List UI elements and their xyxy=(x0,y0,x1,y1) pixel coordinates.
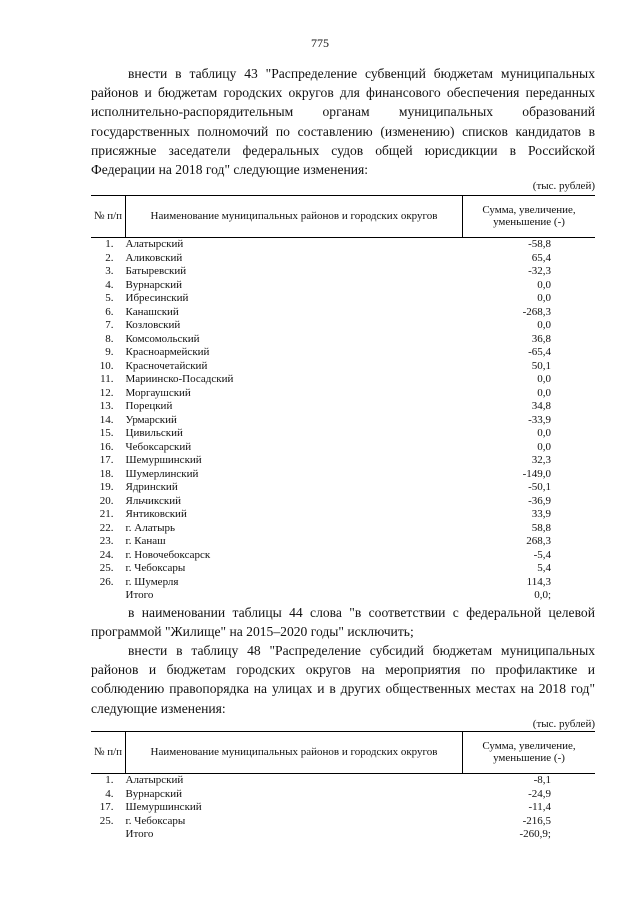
row-name: г. Канаш xyxy=(125,535,166,547)
row-number: 17. xyxy=(99,801,114,813)
row-amount: -149,0 xyxy=(522,467,551,480)
table-row xyxy=(91,373,595,387)
row-amount: 32,3 xyxy=(531,454,551,466)
row-name: г. Алатырь xyxy=(125,521,176,534)
row-name: Шумерлинский xyxy=(125,467,199,480)
row-name: Алатырский xyxy=(125,238,184,250)
row-number: 22. xyxy=(99,521,114,534)
row-number: 7. xyxy=(105,319,114,331)
row-amount: 33,9 xyxy=(531,508,551,520)
table-row xyxy=(91,522,595,536)
table-row xyxy=(91,815,595,829)
row-name: Козловский xyxy=(125,319,181,331)
table-row xyxy=(91,495,595,509)
row-amount: -24,9 xyxy=(528,787,551,800)
row-name: Мариинско-Посадский xyxy=(125,373,234,385)
row-number: 23. xyxy=(99,535,114,547)
row-name: Канашский xyxy=(125,305,179,318)
row-amount: 0,0 xyxy=(537,427,551,439)
table-row xyxy=(91,252,595,266)
row-number: 20. xyxy=(99,494,114,507)
row-number: 2. xyxy=(105,251,114,264)
row-amount: -36,9 xyxy=(528,494,551,507)
row-number: 6. xyxy=(105,305,114,318)
row-amount: 65,4 xyxy=(531,251,551,264)
row-name: Янтиковский xyxy=(125,508,187,520)
table-row xyxy=(91,346,595,360)
table-row xyxy=(91,549,595,563)
row-amount: -33,9 xyxy=(528,413,551,426)
row-amount: -5,4 xyxy=(533,548,551,561)
table-row xyxy=(91,508,595,522)
table-row xyxy=(91,441,595,455)
table-row xyxy=(91,292,595,306)
row-number: 3. xyxy=(105,265,114,277)
table-row xyxy=(91,535,595,549)
table-row xyxy=(91,265,595,279)
row-number: 13. xyxy=(99,400,114,412)
row-amount: 0,0 xyxy=(537,319,551,331)
row-number: 1. xyxy=(105,774,114,786)
row-name: Аликовский xyxy=(125,251,183,264)
page-number: 775 xyxy=(311,36,329,50)
table-row xyxy=(91,788,595,802)
row-amount: 268,3 xyxy=(526,535,551,547)
row-name: Чебоксарский xyxy=(125,440,192,453)
row-number: 5. xyxy=(105,292,114,304)
row-amount: 0,0 xyxy=(537,386,551,399)
row-number: 26. xyxy=(99,575,114,588)
table-row xyxy=(91,306,595,320)
row-number: 19. xyxy=(99,481,114,493)
row-number: 1. xyxy=(105,238,114,250)
paragraph-table-48: внести в таблицу 48 "Распределение субсидий бюджетам муниципальных районов и бюджетам городских округов на мероприятия по профилактике и соблюдению правопорядка на улицах и в других общественных местах на 2018 год" следующие изменения: xyxy=(91,643,595,716)
table-row xyxy=(91,387,595,401)
row-number: 12. xyxy=(99,386,114,399)
row-amount: 0,0 xyxy=(537,373,551,385)
row-amount: 5,4 xyxy=(537,562,551,574)
row-name: Батыревский xyxy=(125,265,187,277)
row-number: 10. xyxy=(99,359,114,372)
row-name: Комсомольский xyxy=(125,332,200,345)
header-num: № п/п xyxy=(91,196,126,238)
row-amount: 0,0 xyxy=(537,278,551,291)
header-amount: Сумма, увеличение, уменьшение (-) xyxy=(463,196,596,238)
row-name: Порецкий xyxy=(125,400,173,412)
row-number: 17. xyxy=(99,454,114,466)
row-amount: -216,5 xyxy=(522,814,551,827)
row-amount: 50,1 xyxy=(531,359,551,372)
header-name: Наименование муниципальных районов и городских округов xyxy=(126,196,463,238)
table-43-unit: (тыс. рублей) xyxy=(532,180,595,192)
row-name: Яльчикский xyxy=(125,494,181,507)
row-name: Вурнарский xyxy=(125,787,182,800)
row-name: Вурнарский xyxy=(125,278,182,291)
table-row xyxy=(91,427,595,441)
row-name: Моргаушский xyxy=(125,386,191,399)
table-43 xyxy=(91,195,595,603)
row-name: Шемуршинский xyxy=(125,801,202,813)
row-number: 8. xyxy=(105,332,114,345)
row-name: Урмарский xyxy=(125,413,177,426)
row-amount: -32,3 xyxy=(528,265,551,277)
row-number: 16. xyxy=(99,440,114,453)
row-number: 24. xyxy=(99,548,114,561)
row-amount: -260,9; xyxy=(519,828,551,840)
table-row xyxy=(91,589,595,603)
row-name: Красночетайский xyxy=(125,359,208,372)
table-row xyxy=(91,238,595,252)
table-48 xyxy=(91,731,595,842)
row-amount: 36,8 xyxy=(531,332,551,345)
row-amount: -8,1 xyxy=(533,774,551,786)
row-name: Красноармейский xyxy=(125,346,210,358)
header-num: № п/п xyxy=(91,732,126,774)
row-amount: 0,0; xyxy=(534,589,551,601)
row-number xyxy=(91,589,126,603)
row-amount: 0,0 xyxy=(537,440,551,453)
row-name: г. Чебоксары xyxy=(125,562,186,574)
row-number: 18. xyxy=(99,467,114,480)
table-row xyxy=(91,801,595,815)
row-amount: 58,8 xyxy=(531,521,551,534)
row-name: Алатырский xyxy=(125,774,184,786)
row-name: г. Новочебоксарск xyxy=(125,548,211,561)
row-name: Итого xyxy=(125,828,154,840)
table-row xyxy=(91,774,595,788)
row-amount: 34,8 xyxy=(531,400,551,412)
paragraph-table-44: в наименовании таблицы 44 слова "в соответствии с федеральной целевой программой "Жилище" на 2015–2020 годы" исключить; xyxy=(91,605,595,640)
row-name: Ибресинский xyxy=(125,292,189,304)
row-number: 11. xyxy=(100,373,114,385)
table-row xyxy=(91,481,595,495)
table-row xyxy=(91,468,595,482)
table-48-unit: (тыс. рублей) xyxy=(532,718,595,730)
row-name: г. Шумерля xyxy=(125,575,179,588)
row-name: Цивильский xyxy=(125,427,183,439)
row-number: 25. xyxy=(99,814,114,827)
row-number: 4. xyxy=(105,787,114,800)
row-amount: -50,1 xyxy=(528,481,551,493)
row-number: 21. xyxy=(99,508,114,520)
row-number: 14. xyxy=(99,413,114,426)
row-number: 9. xyxy=(105,346,114,358)
row-number xyxy=(91,828,126,842)
row-number: 25. xyxy=(99,562,114,574)
table-row xyxy=(91,333,595,347)
table-row xyxy=(91,414,595,428)
table-row xyxy=(91,360,595,374)
table-row xyxy=(91,319,595,333)
table-row xyxy=(91,400,595,414)
table-row xyxy=(91,576,595,590)
table-row xyxy=(91,828,595,842)
row-number: 15. xyxy=(99,427,114,439)
table-row xyxy=(91,562,595,576)
row-amount: -11,4 xyxy=(528,801,551,813)
row-name: Ядринский xyxy=(125,481,178,493)
header-name: Наименование муниципальных районов и городских округов xyxy=(126,732,463,774)
table-row xyxy=(91,454,595,468)
row-amount: -268,3 xyxy=(522,305,551,318)
row-name: Шемуршинский xyxy=(125,454,202,466)
paragraph-table-43: внести в таблицу 43 "Распределение субвенций бюджетам муниципальных районов и бюджетам городских округов для финансового обеспечения переданных исполнительно-распорядительным органам муниципальных образований государственных полномочий по составлению (изменению) списков кандидатов в присяжные заседатели федеральных судов общей юрисдикции в Российской Федерации на 2018 год" следующие изменения: xyxy=(91,66,595,178)
row-amount: 0,0 xyxy=(537,292,551,304)
table-row xyxy=(91,279,595,293)
row-amount: -65,4 xyxy=(528,346,551,358)
row-number: 4. xyxy=(105,278,114,291)
header-amount: Сумма, увеличение, уменьшение (-) xyxy=(463,732,596,774)
row-amount: 114,3 xyxy=(526,575,551,588)
row-name: Итого xyxy=(125,589,154,601)
row-amount: -58,8 xyxy=(528,238,551,250)
row-name: г. Чебоксары xyxy=(125,814,186,827)
